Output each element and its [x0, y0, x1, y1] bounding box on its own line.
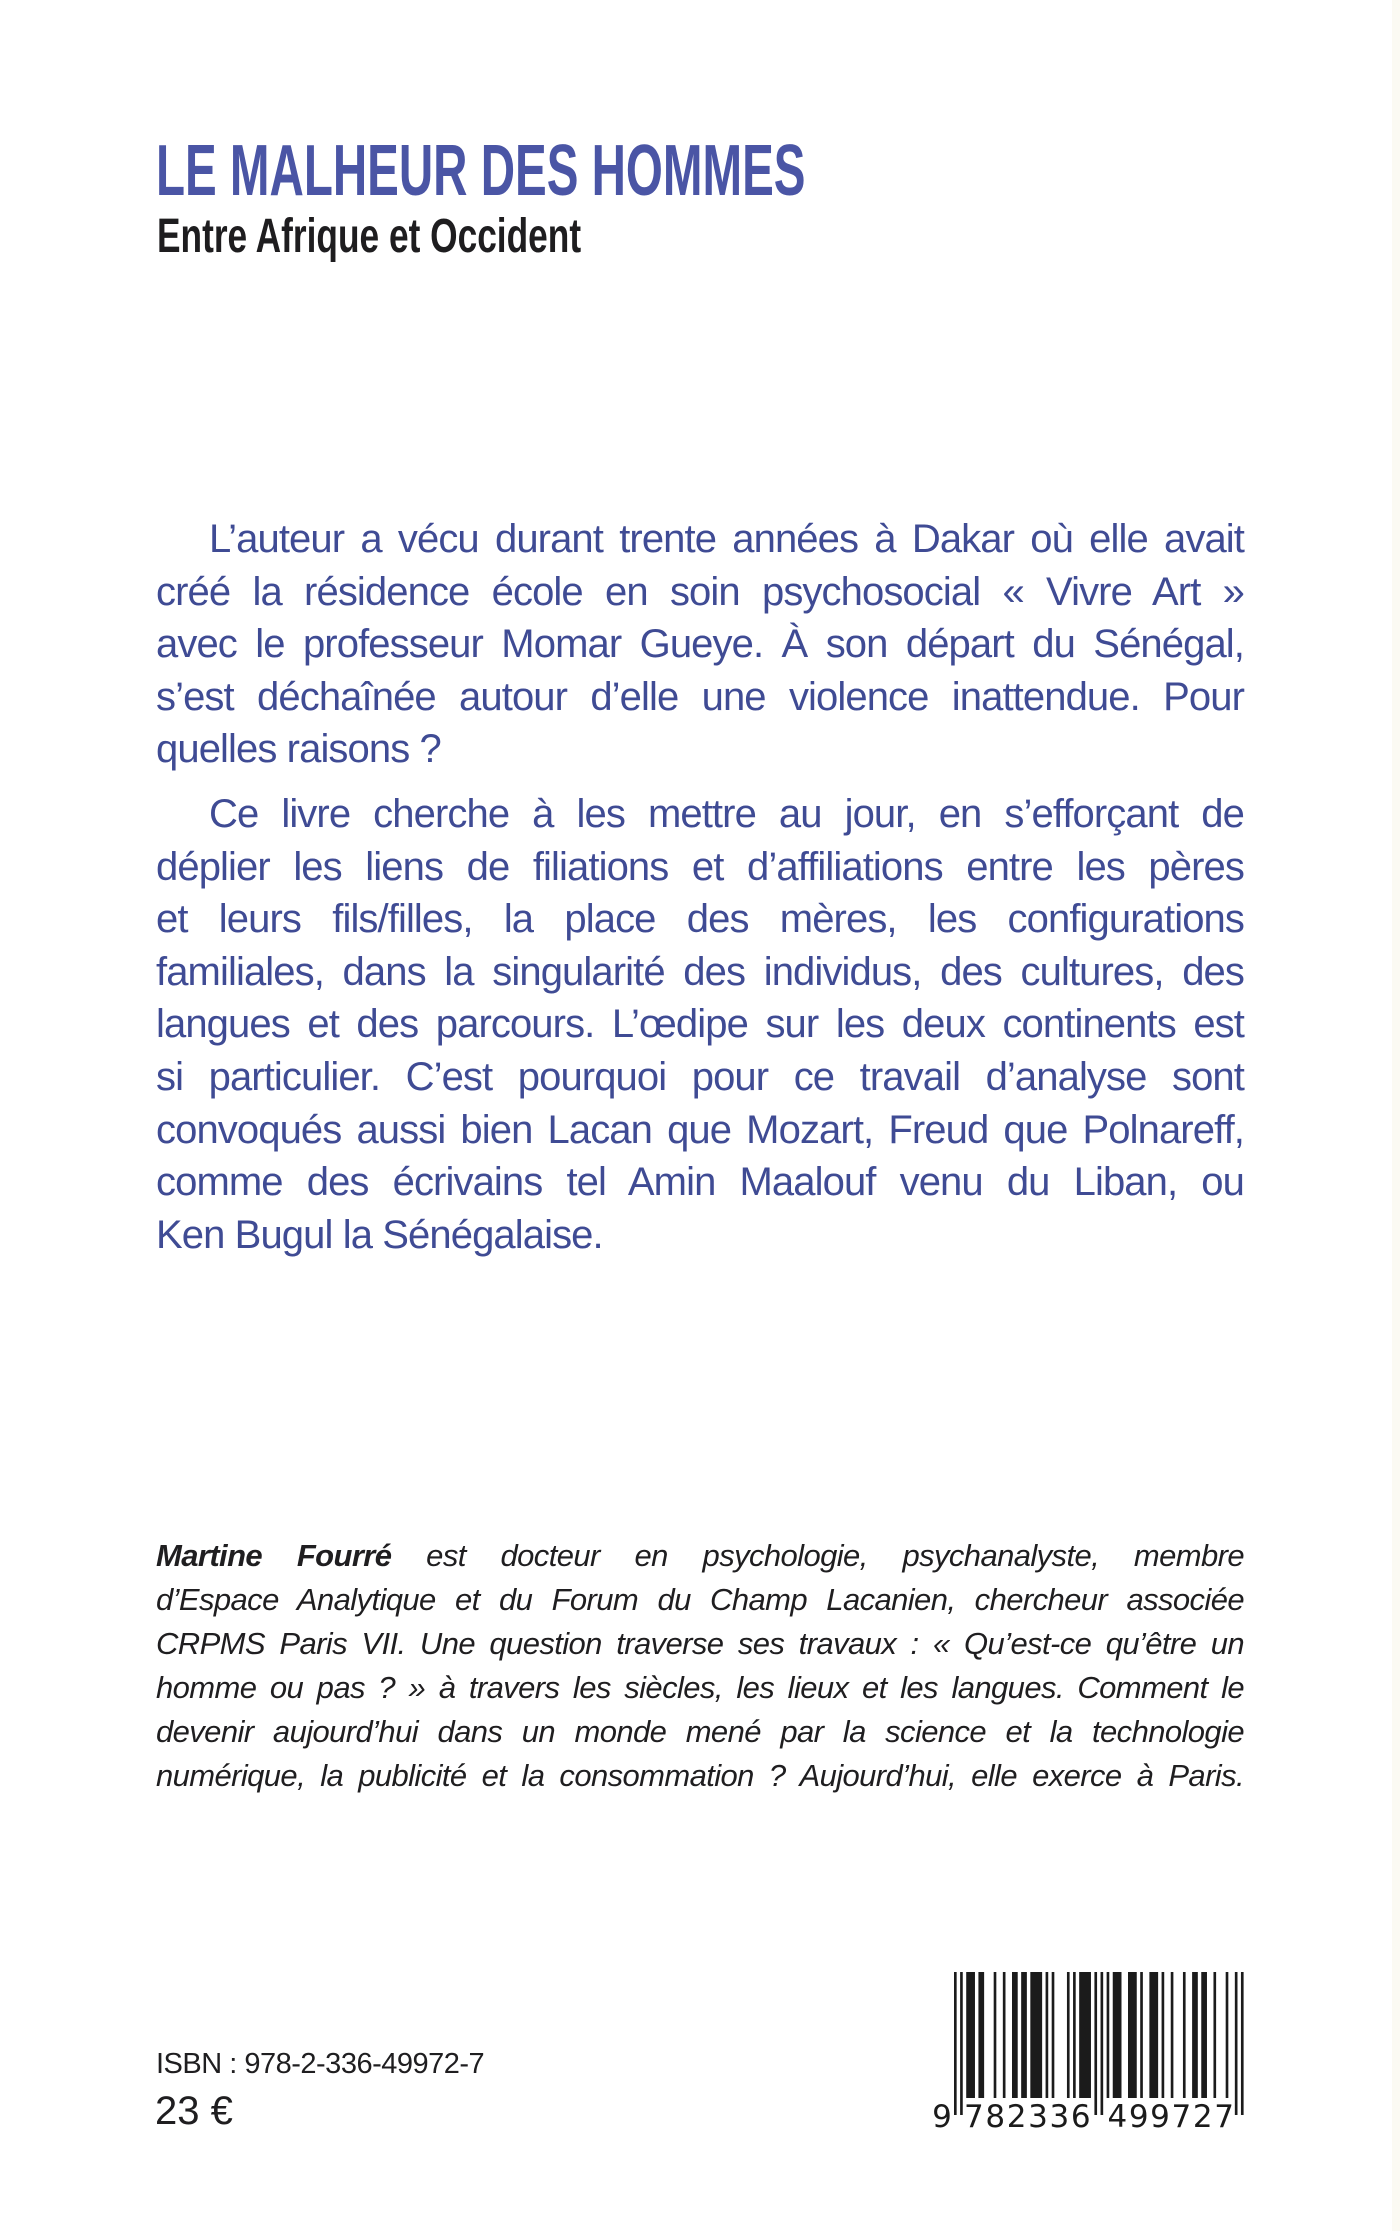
barcode-digit: 7 [963, 2099, 984, 2135]
barcode-guard-bar [954, 1972, 957, 2115]
barcode-digit: 3 [1049, 2099, 1070, 2135]
bio-line: numérique, la publicité et la consommation ? Aujourd’hui, elle exerce à Paris. [156, 1758, 1244, 1793]
barcode-digit: 6 [1070, 2099, 1091, 2135]
barcode-guard-bar [960, 1972, 963, 2115]
barcode-bar [1183, 1972, 1186, 2098]
bio-line: CRPMS Paris VII. Une question traverse ses travaux : « Qu’est-ce qu’être un [156, 1626, 1244, 1661]
summary-line: si particulier. C’est pourquoi pour ce travail d’analyse sont [156, 1055, 1244, 1099]
barcode-bar [1162, 1972, 1165, 2098]
book-title: LE MALHEUR DES HOMMES [156, 131, 806, 211]
barcode-graphic [926, 1964, 1256, 2140]
barcode-digit: 9 [1128, 2099, 1149, 2135]
barcode-bar [1171, 1972, 1174, 2098]
barcode-digit: 2 [1192, 2099, 1213, 2135]
barcode-bar [1192, 1972, 1198, 2098]
summary-line: comme des écrivains tel Amin Maalouf venu du Liban, ou [156, 1160, 1244, 1204]
barcode-bar [978, 1972, 984, 2098]
price-label: 23 € [155, 2089, 233, 2133]
bio-line: homme ou pas ? » à travers les siècles, les lieux et les langues. Comment le [156, 1670, 1244, 1705]
summary-line: s’est déchaînée autour d’elle une violence inattendue. Pour [156, 675, 1244, 719]
barcode-digit: 4 [1107, 2099, 1128, 2135]
page-edge [1392, 0, 1400, 2231]
author-name: Martine Fourré [156, 1538, 392, 1573]
book-subtitle: Entre Afrique et Occident [157, 210, 582, 263]
summary-line: déplier les liens de filiations et d’affiliations entre les pères [156, 845, 1244, 889]
barcode-digit: 7 [1214, 2099, 1235, 2135]
summary-line: langues et des parcours. L’œdipe sur les deux continents est [156, 1002, 1244, 1046]
barcode-bar [1149, 1972, 1158, 2098]
barcode-bar [994, 1972, 997, 2098]
barcode-digit: 9 [932, 2099, 952, 2135]
summary-line: L’auteur a vécu durant trente années à Dakar où elle avait [209, 517, 1244, 561]
barcode-guard-bar [1101, 1972, 1104, 2115]
summary-line: créé la résidence école en soin psychosocial « Vivre Art » [156, 570, 1244, 614]
ean13-barcode [926, 1964, 1256, 2140]
summary-line: et leurs fils/filles, la place des mères, les configurations [156, 897, 1244, 941]
barcode-guard-bar [1094, 1972, 1097, 2115]
barcode-digit: 8 [985, 2099, 1006, 2135]
bio-line [156, 1534, 1244, 1578]
barcode-guard-bar [1241, 1972, 1244, 2115]
barcode-guard-bar [1235, 1972, 1238, 2115]
barcode-bar [1021, 1972, 1027, 2098]
barcode-bar [1079, 1972, 1091, 2098]
barcode-bar [1003, 1972, 1006, 2098]
barcode-digit: 3 [1028, 2099, 1048, 2135]
barcode-bar [1213, 1972, 1216, 2098]
bio-text: est docteur en psychologie, psychanalyste, membre [391, 1538, 1244, 1573]
barcode-bar [1107, 1972, 1110, 2098]
bio-line: d’Espace Analytique et du Forum du Champ Lacanien, chercheur associée [156, 1582, 1244, 1617]
summary-line: Ken Bugul la Sénégalaise. [156, 1213, 603, 1257]
barcode-bar [1067, 1972, 1070, 2098]
summary-line: Ce livre cherche à les mettre au jour, en s’efforçant de [209, 792, 1244, 836]
barcode-bar [1012, 1972, 1018, 2098]
barcode-bar [1046, 1972, 1049, 2098]
barcode-digit: 7 [1171, 2099, 1192, 2135]
summary-line: convoqués aussi bien Lacan que Mozart, Freud que Polnareff, [156, 1108, 1244, 1152]
summary-line: familiales, dans la singularité des individus, des cultures, des [156, 950, 1244, 994]
barcode-digit: 2 [1006, 2099, 1027, 2135]
bio-line: devenir aujourd’hui dans un monde mené par la science et la technologie [156, 1714, 1244, 1749]
barcode-bar [1140, 1972, 1143, 2098]
barcode-bar [1030, 1972, 1042, 2098]
barcode-bar [1201, 1972, 1207, 2098]
barcode-bar [1128, 1972, 1137, 2098]
barcode-bar [1052, 1972, 1055, 2098]
barcode-bar [1113, 1972, 1122, 2098]
barcode-bar [1226, 1972, 1229, 2098]
barcode-digit: 9 [1150, 2099, 1170, 2135]
barcode-bar [1073, 1972, 1076, 2098]
summary-line: quelles raisons ? [156, 727, 441, 771]
summary-line: avec le professeur Momar Gueye. À son départ du Sénégal, [156, 622, 1244, 666]
barcode-bar [966, 1972, 975, 2098]
isbn-label: ISBN : 978-2-336-49972-7 [156, 2048, 485, 2080]
